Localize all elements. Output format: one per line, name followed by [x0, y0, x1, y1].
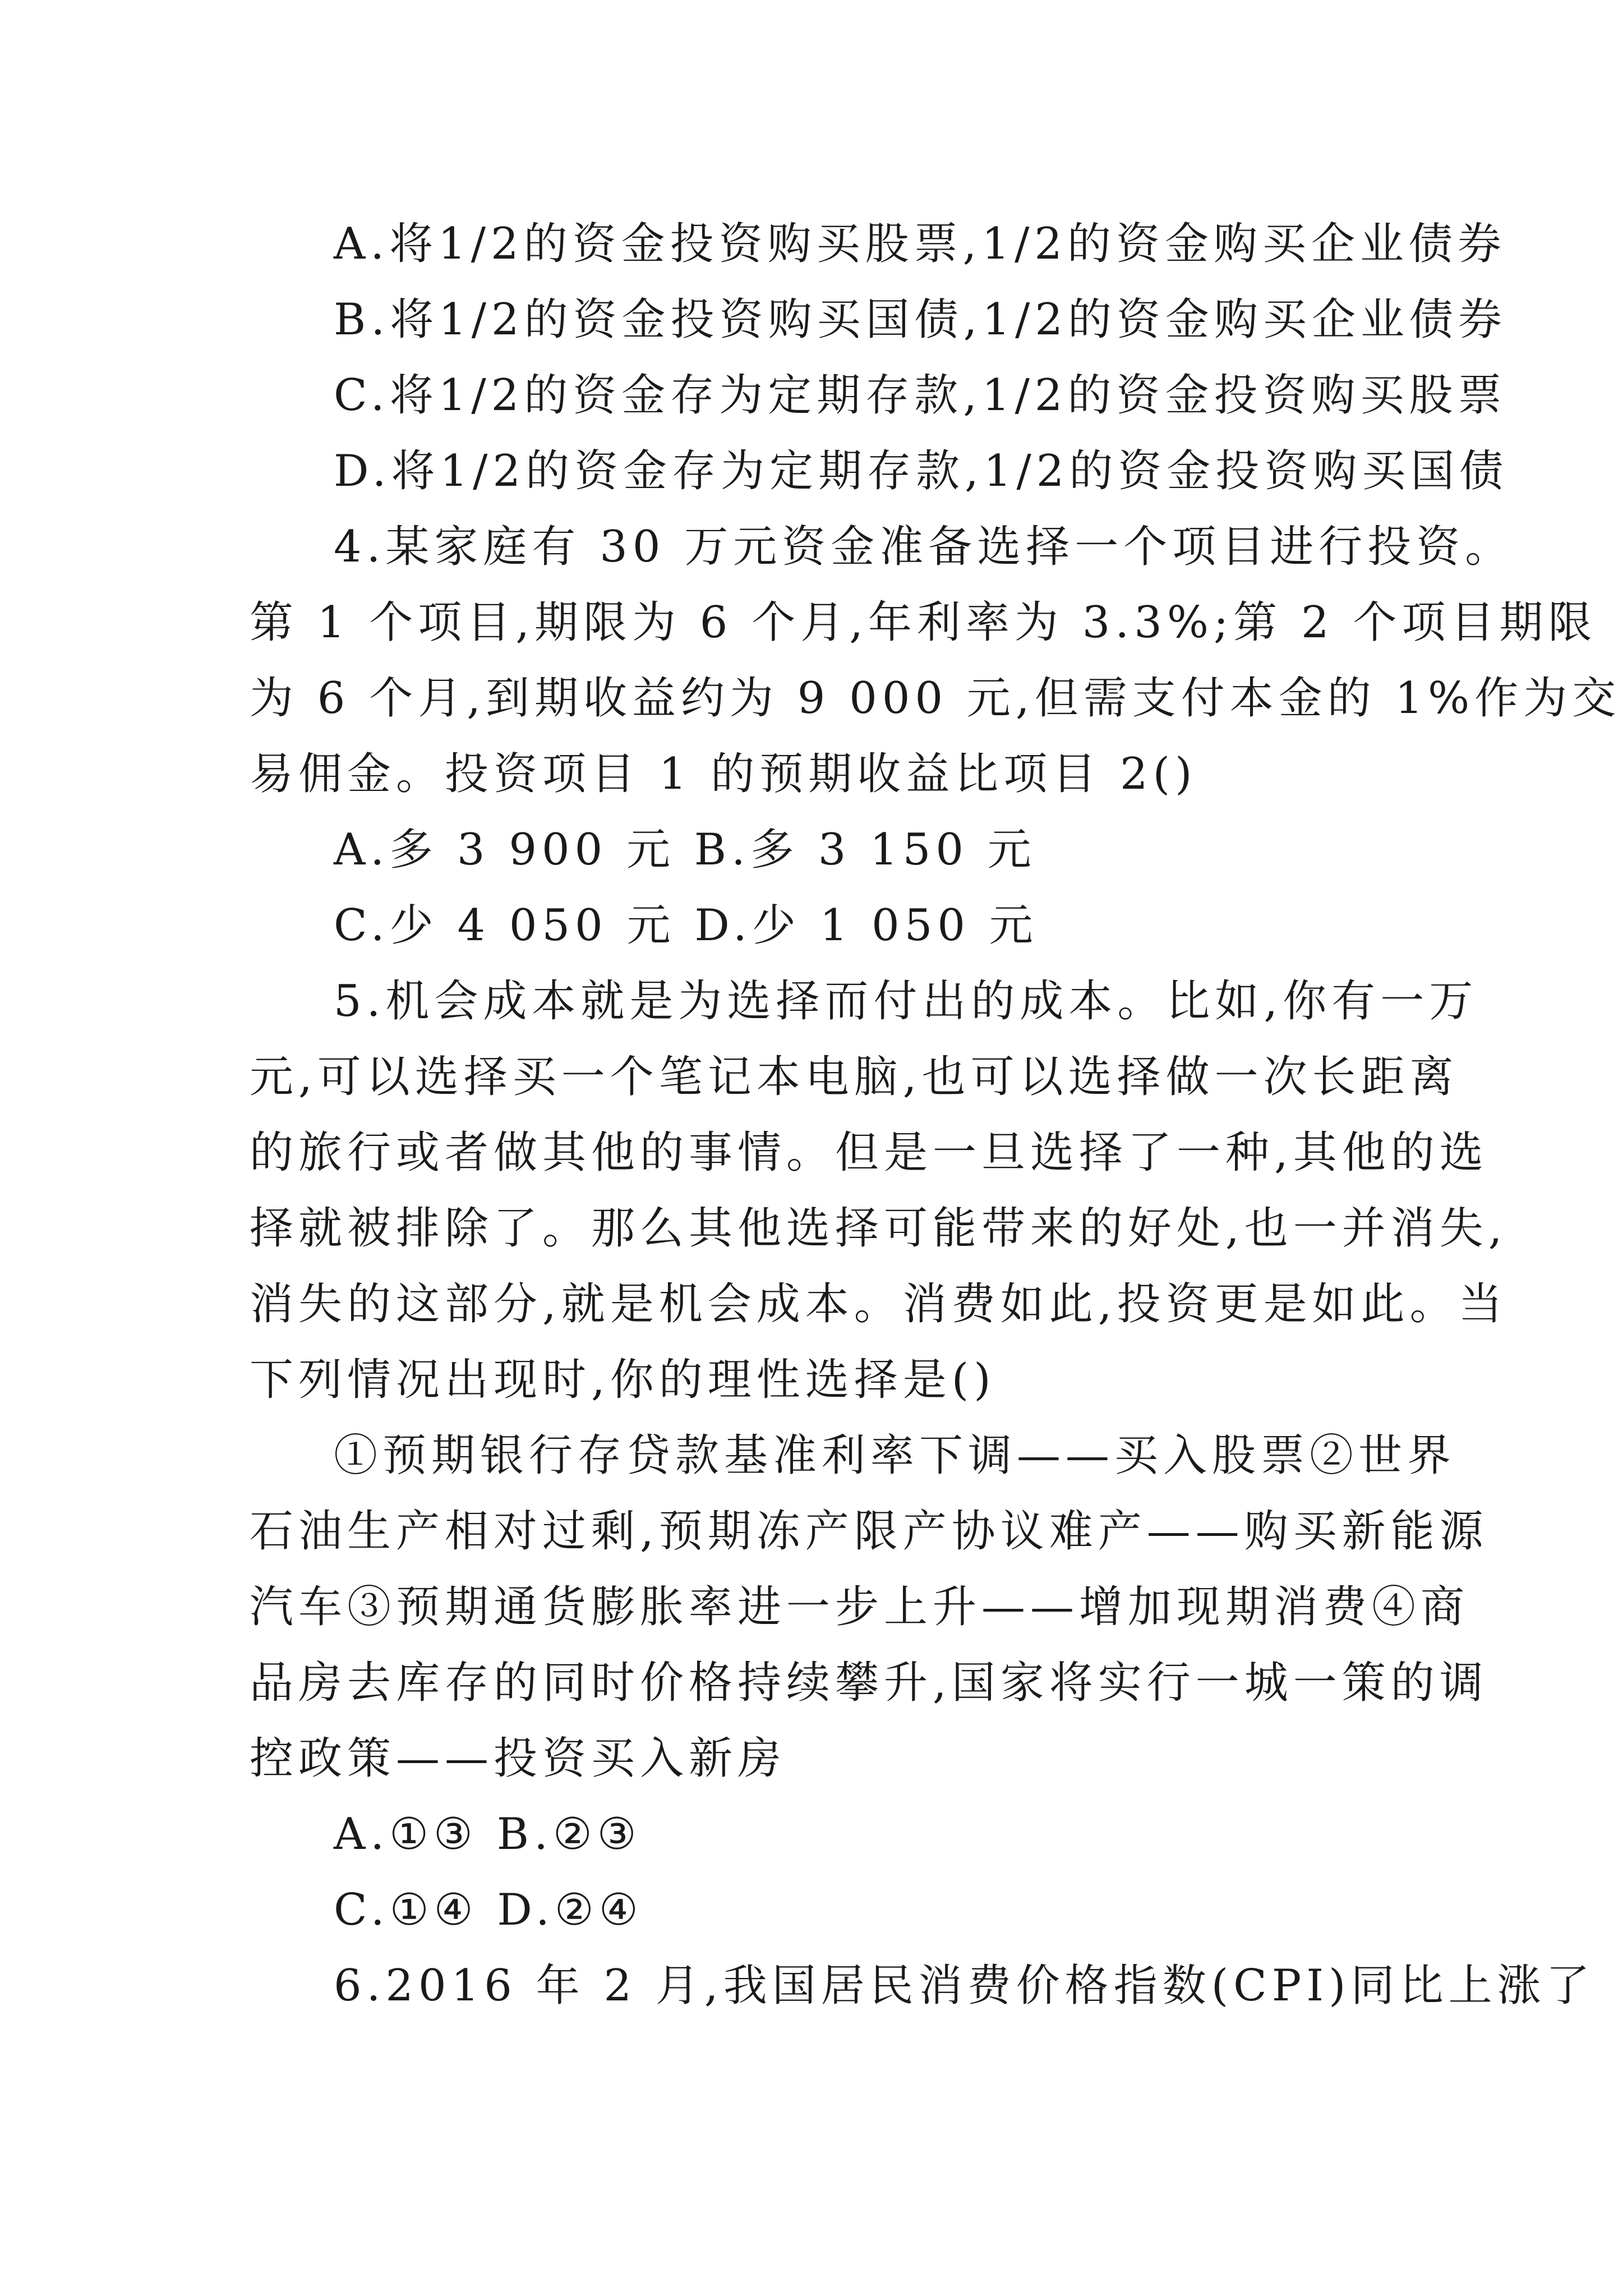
q4-text-line: 第 1 个项目,期限为 6 个月,年利率为 3.3%;第 2 个项目期限 [250, 597, 1597, 648]
q5-options-cd: C.①④ D.②④ [334, 1885, 643, 1935]
q5-statement-line: ①预期银行存贷款基准利率下调——买入股票②世界 [334, 1430, 1456, 1481]
q5-statement-line: 品房去库存的同时价格持续攀升,国家将实行一城一策的调 [250, 1658, 1488, 1708]
q3-option-a: A.将1/2的资金投资购买股票,1/2的资金购买企业债券 [334, 219, 1506, 269]
q5-text-line: 元,可以选择买一个笔记本电脑,也可以选择做一次长距离 [250, 1052, 1459, 1102]
q4-text-line: 易佣金。投资项目 1 的预期收益比项目 2() [250, 749, 1197, 799]
q5-statement-line: 石油生产相对过剩,预期冻产限产协议难产——购买新能源 [250, 1506, 1488, 1557]
q5-options-ab: A.①③ B.②③ [334, 1809, 642, 1860]
q4-text-line: 为 6 个月,到期收益约为 9 000 元,但需支付本金的 1%作为交 [250, 673, 1621, 724]
q4-options-ab: A.多 3 900 元 B.多 3 150 元 [334, 825, 1036, 875]
q5-text-line: 消失的这部分,就是机会成本。消费如此,投资更是如此。当 [250, 1279, 1507, 1329]
q6-text-line: 6.2016 年 2 月,我国居民消费价格指数(CPI)同比上涨了 [334, 1961, 1595, 2011]
q5-text-line: 的旅行或者做其他的事情。但是一旦选择了一种,其他的选 [250, 1128, 1488, 1178]
q5-text-line: 下列情况出现时,你的理性选择是() [250, 1355, 996, 1405]
q5-statement-line: 控政策——投资买入新房 [250, 1733, 787, 1784]
q4-options-cd: C.少 4 050 元 D.少 1 050 元 [334, 900, 1038, 951]
q4-text-line: 4.某家庭有 30 万元资金准备选择一个项目进行投资。 [334, 522, 1514, 572]
q3-option-c: C.将1/2的资金存为定期存款,1/2的资金投资购买股票 [334, 370, 1507, 421]
q5-statement-line: 汽车③预期通货膨胀率进一步上升——增加现期消费④商 [250, 1582, 1470, 1632]
q5-text-line: 5.机会成本就是为选择而付出的成本。比如,你有一万 [334, 976, 1478, 1027]
q3-option-b: B.将1/2的资金投资购买国债,1/2的资金购买企业债券 [334, 295, 1507, 345]
q5-text-line: 择就被排除了。那么其他选择可能带来的好处,也一并消失, [250, 1203, 1507, 1254]
q3-option-d: D.将1/2的资金存为定期存款,1/2的资金投资购买国债 [334, 446, 1509, 496]
